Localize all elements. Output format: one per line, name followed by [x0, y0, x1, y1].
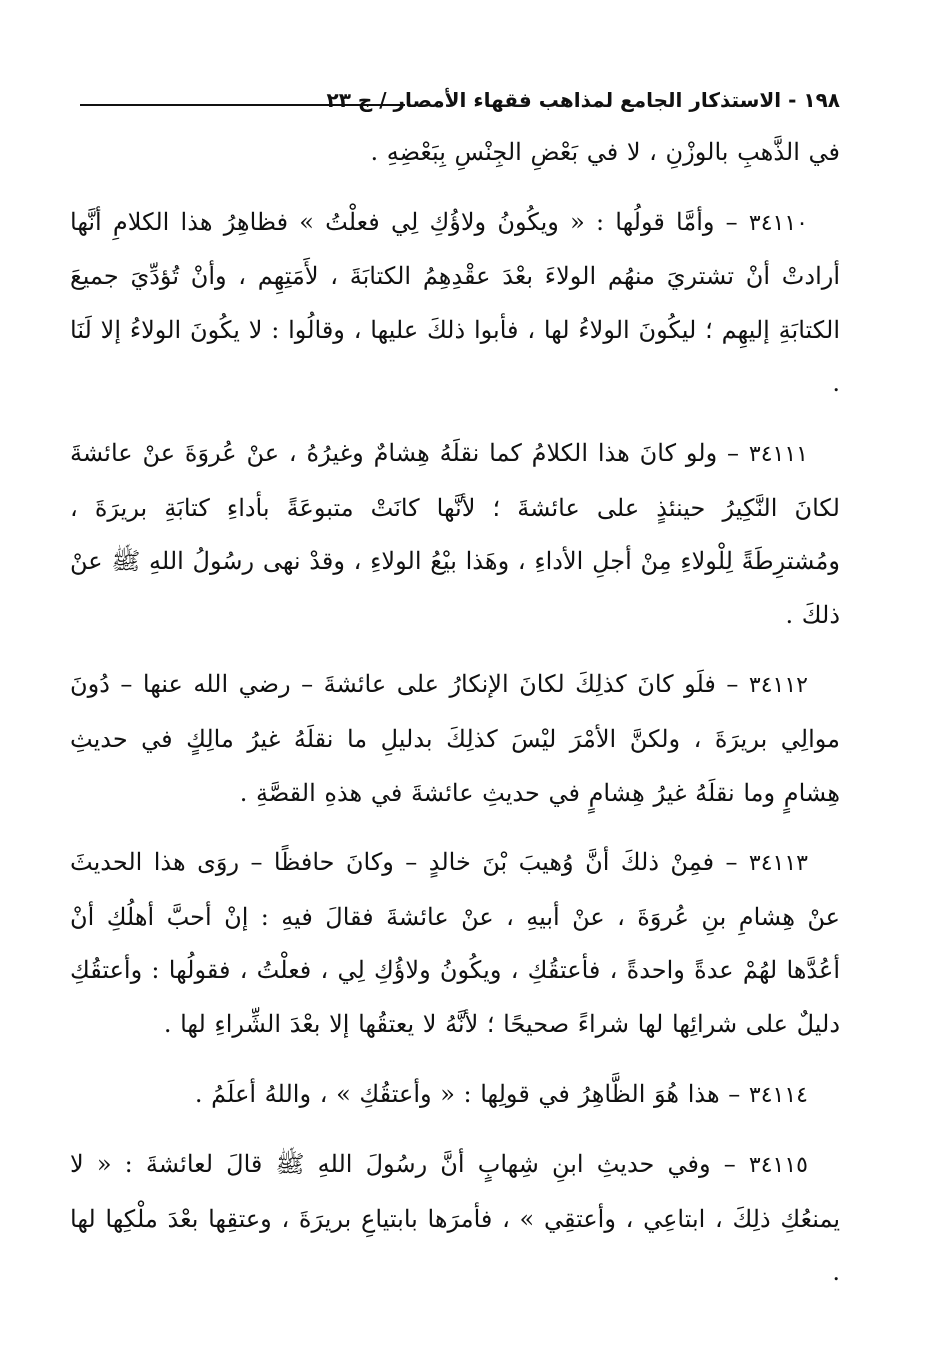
paragraph-text: – وفي حديثِ ابنِ شِهابٍ أنَّ رسُولَ اللهِ ﷺ قالَ لعائشةَ : « لا يمنعُكِ ذلِكَ ، ابتاعِي ، وأعتقِي » ، فأمرَها بابتياعِ بريرَةَ ، وعتقِها بعْدَ ملْكِها لها .: [70, 1150, 840, 1287]
book-page: [70, 80, 840, 1310]
paragraph-text: – هذا هُوَ الظَّاهِرُ في قولِها : « وأعتقُكِ » ، واللهُ أعلَمُ .: [194, 1079, 741, 1108]
paragraph-0: [70, 126, 840, 180]
paragraph-text: – وأمَّا قولُها : « ويكُونُ ولاؤُكِ لِي فعلْتُ » فظاهِرُ هذا الكلامِ أنَّها أرادتْ أنْ تشتريَ منهُم الولاءَ بعْدَ عقْدِهِمُ الكتابَةَ ، لأَمَتِهِم ، وأنْ تُؤدِّيَ جميعَ الكتابَةِ إليهِم ؛ ليكُونَ الولاءُ لها ، فأبوا ذلكَ عليها ، وقالُوا : لا يكُونَ الولاءُ إلا لَنَا .: [70, 207, 840, 398]
header-title: ١٩٨ - الاستذكار الجامع لمذاهب فقهاء الأمصار / ج ٢٣: [326, 88, 840, 112]
paragraph-number: ٣٤١١٤: [748, 1082, 808, 1108]
paragraph-number: ٣٤١١١: [748, 441, 808, 467]
paragraph-text: – ولو كانَ هذا الكلامُ كما نقلَهُ هِشامٌ وغيرُهُ ، عنْ عُروَةَ عنْ عائشةَ لكانَ النَّكِيرُ حينئذٍ على عائشةَ ؛ لأنَّها كانَتْ متبوعَةً بأداءِ كتابَةِ بريرَةَ ، ومُشترِطَةً لِلْولاءِ مِنْ أجلِ الأداءِ ، وهَذا بيْعُ الولاءِ ، وقدْ نهى رسُولُ اللهِ ﷺ عنْ ذلكَ .: [70, 438, 840, 629]
running-header: [70, 80, 840, 120]
body-text: [70, 126, 840, 1300]
paragraph-text: في الذَّهبِ بالوزْنِ ، لا في بَعْضِ الجِنْسِ بِبَعْضِهِ .: [370, 138, 840, 166]
paragraph-text: – فمِنْ ذلكَ أنَّ وُهيبَ بْنَ خالدٍ – وكانَ حافظًا – روَى هذا الحديثَ عنْ هِشامِ بنِ عُروَةَ ، عنْ أبيهِ ، عنْ عائشةَ فقالَ فيهِ : إنْ أحبَّ أهلُكِ أنْ أعُدَّها لهُمْ عدةً واحدةً ، فأعتقُكِ ، ويكُونُ ولاؤُكِ لِي ، فعلْتُ ، فقولُها : وأعتقُكِ دليلٌ على شرائِها لها شراءً صحيحًا ؛ لأنَّهُ لا يعتقُها إلا بعْدَ الشِّراءِ لها .: [70, 848, 840, 1038]
paragraph-number: ٣٤١١٢: [748, 673, 808, 699]
paragraph-34111: [70, 427, 840, 642]
paragraph-number: ٣٤١١٠: [748, 210, 808, 236]
header-rule: [80, 104, 405, 106]
paragraph-34115: [70, 1138, 840, 1300]
paragraph-34113: [70, 836, 840, 1051]
paragraph-text: – فلَو كانَ كذلِكَ لكانَ الإنكارُ على عائشةَ – رضي الله عنها – دُونَ موالِي بريرَةَ ، ولكنَّ الأمْرَ ليْسَ كذلِكَ بدليلِ ما نقلَهُ غيرُ مالِكٍ في حديثِ هِشامٍ وما نقلَهُ غيرُ هِشامٍ في حديثِ عائشةَ في هذهِ القصَّةِ .: [70, 670, 840, 807]
paragraph-34114: [70, 1068, 840, 1123]
paragraph-number: ٣٤١١٥: [748, 1153, 808, 1179]
paragraph-number: ٣٤١١٣: [748, 851, 808, 877]
paragraph-34112: [70, 658, 840, 820]
paragraph-34110: [70, 196, 840, 411]
